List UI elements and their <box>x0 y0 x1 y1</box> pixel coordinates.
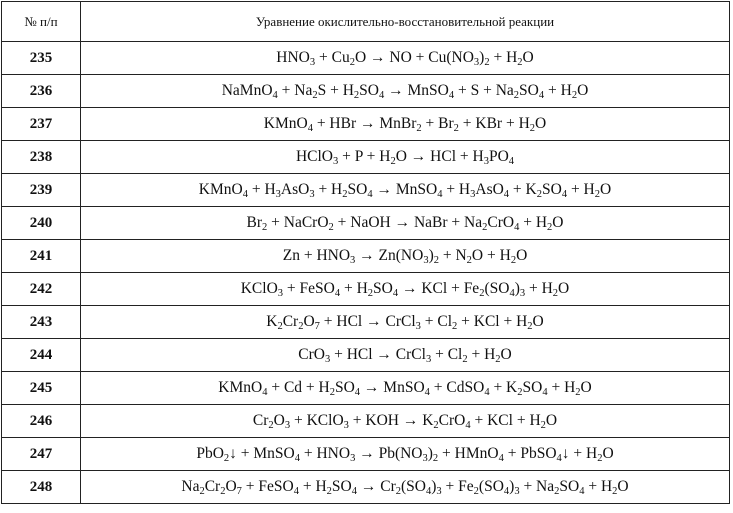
table-row <box>2 240 730 273</box>
table-row <box>2 207 730 240</box>
reaction-number: 245 <box>2 372 81 405</box>
reaction-equation: HClO$_3$ + $P + H_2O$ → HCl + $H_3PO_4$ <box>81 141 730 174</box>
reaction-equation: CrO$_3$ + HCl → CrCl$_3$ + $Cl_2 + H_2O$ <box>81 339 730 372</box>
reaction-equation: KMnO$_4$ + $Cd + H_2SO_4$ → MnSO$_4$ + CdSO$_4$ + $K_2SO_4 + H_2O$ <box>81 372 730 405</box>
reaction-number: 248 <box>2 471 81 504</box>
reaction-number: 241 <box>2 240 81 273</box>
reaction-equation: $Na_2Cr_2O_7$ + FeSO$_4$ + $H_2SO_4 \to Cr_2(SO_4)_3 + Fe_2(SO_4)_3 + Na_2SO_4 + H_2O$ <box>81 471 730 504</box>
reaction-equation: $HNO_3 + Cu_2O$ → NO + $Cu(NO_3)_2 + H_2O$ <box>81 42 730 75</box>
reaction-equation: $Br_2$ + NaCrO$_2$ + NaOH → NaBr + $Na_2CrO_4 + H_2O$ <box>81 207 730 240</box>
reactions-table <box>1 1 730 504</box>
reaction-equation: $K_2Cr_2O_7$ + HCl → CrCl$_3$ + $Cl_2$ + KCl + $H_2O$ <box>81 306 730 339</box>
reaction-number: 242 <box>2 273 81 306</box>
table-body <box>2 42 730 504</box>
table-row <box>2 75 730 108</box>
table-row <box>2 471 730 504</box>
reaction-number: 247 <box>2 438 81 471</box>
reaction-number: 236 <box>2 75 81 108</box>
table-row <box>2 306 730 339</box>
reaction-number: 239 <box>2 174 81 207</box>
reaction-equation: PbO$_2$↓ + MnSO$_4$ + $HNO_3 \to Pb(NO_3)_2$ + HMnO$_4$ + PbSO$_4$↓ + $H_2O$ <box>81 438 730 471</box>
table-row <box>2 141 730 174</box>
reaction-equation: KMnO$_4$ + $H_3AsO_3 + H_2SO_4$ → MnSO$_4$ + $H_3AsO_4 + K_2SO_4 + H_2O$ <box>81 174 730 207</box>
table-row <box>2 42 730 75</box>
table-row <box>2 174 730 207</box>
table-row <box>2 372 730 405</box>
reaction-equation: $Zn + HNO_3 \to Zn(NO_3)_2 + N_2O + H_2O$ <box>81 240 730 273</box>
header-row <box>2 2 730 42</box>
reaction-number: 243 <box>2 306 81 339</box>
column-header-number: № п/п <box>2 2 81 42</box>
table-row <box>2 273 730 306</box>
reaction-number: 237 <box>2 108 81 141</box>
reaction-equation: KMnO$_4$ + HBr → MnBr$_2$ + $Br_2$ + KBr + $H_2O$ <box>81 108 730 141</box>
reaction-number: 246 <box>2 405 81 438</box>
table-row <box>2 339 730 372</box>
reaction-equation: NaMnO$_4$ + $Na_2S + H_2SO_4$ → MnSO$_4$ + $S + Na_2SO_4 + H_2O$ <box>81 75 730 108</box>
reaction-number: 244 <box>2 339 81 372</box>
reaction-equation: KClO$_3$ + FeSO$_4$ + $H_2SO_4$ → KCl + $Fe_2(SO_4)_3 + H_2O$ <box>81 273 730 306</box>
table-row <box>2 405 730 438</box>
table-row <box>2 108 730 141</box>
column-header-equation: Уравнение окислительно-восстановительной реакции <box>81 2 730 42</box>
reaction-number: 238 <box>2 141 81 174</box>
reaction-number: 235 <box>2 42 81 75</box>
table-row <box>2 438 730 471</box>
reaction-number: 240 <box>2 207 81 240</box>
reaction-equation: $Cr_2O_3$ + KClO$_3$ + KOH → $K_2CrO_4$ + KCl + $H_2O$ <box>81 405 730 438</box>
